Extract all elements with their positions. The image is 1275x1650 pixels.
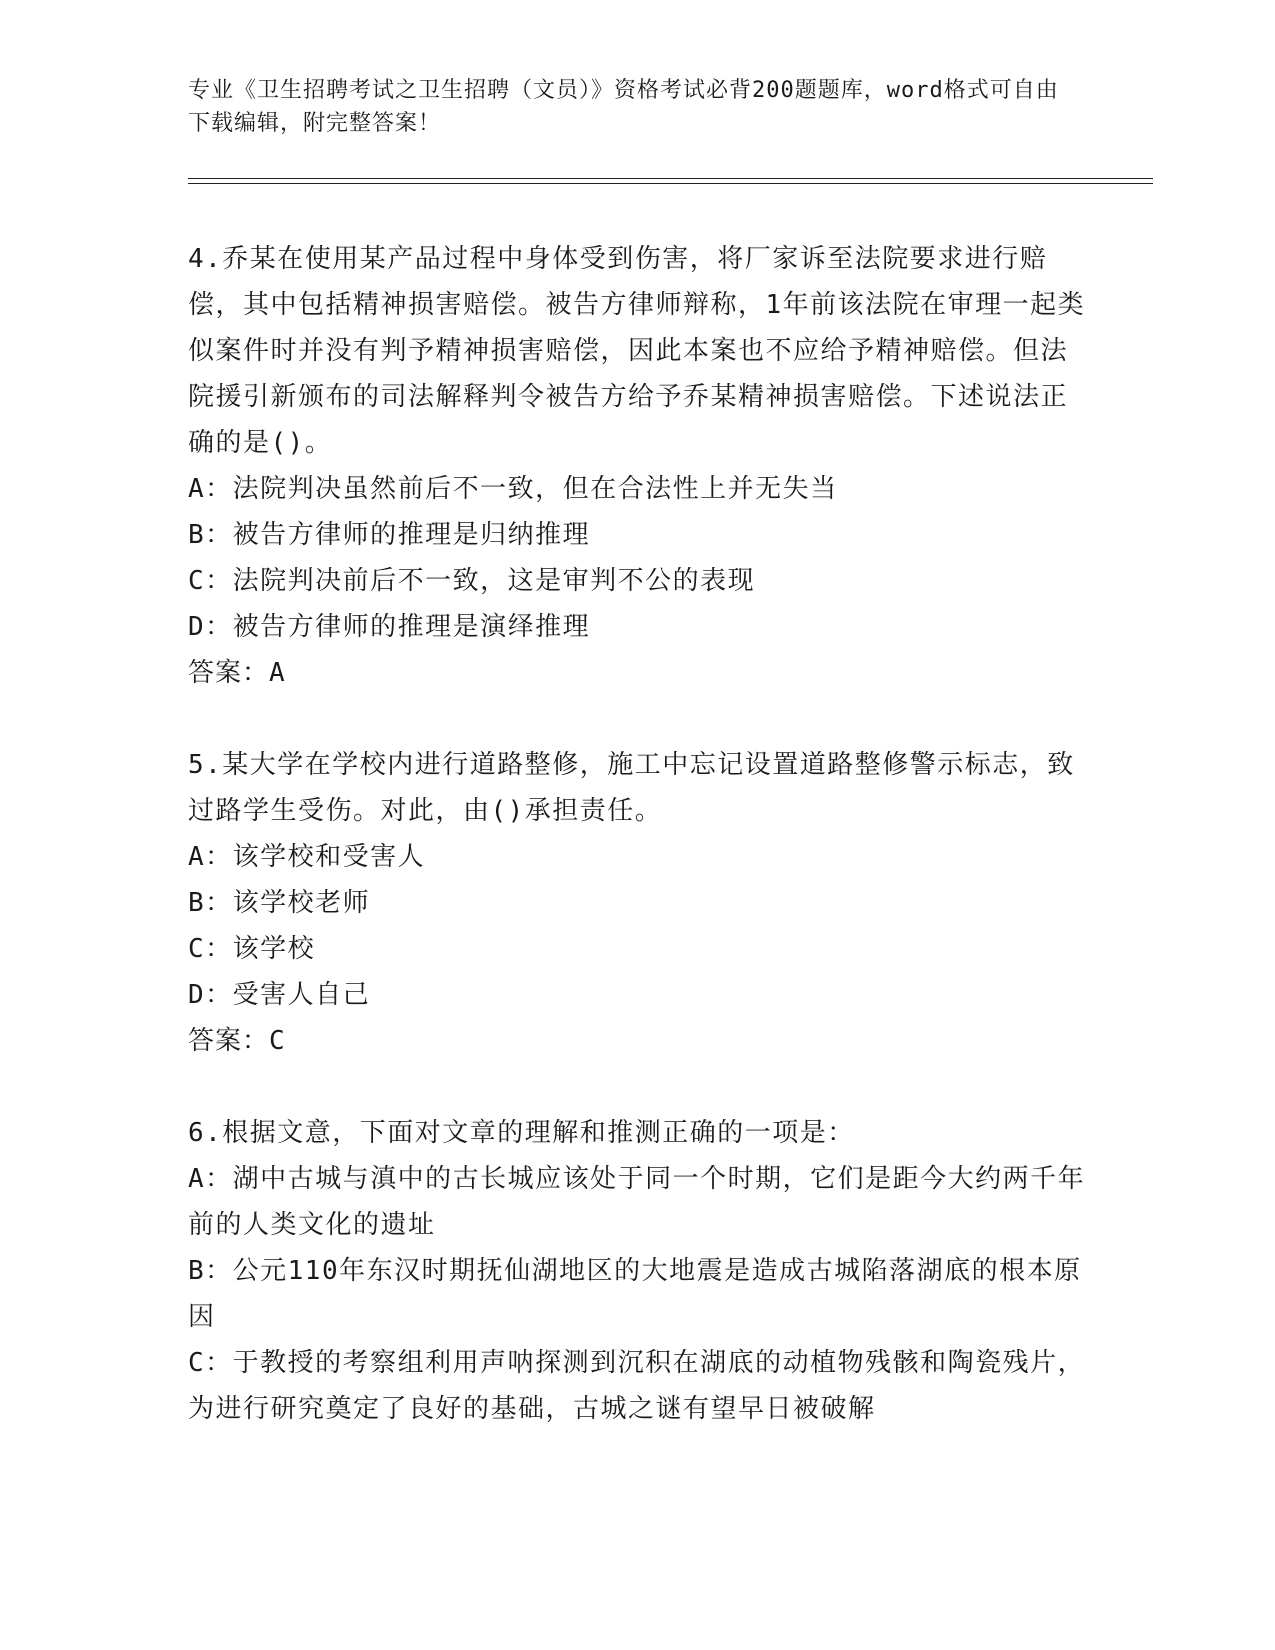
question-text: 6.根据文意，下面对文章的理解和推测正确的一项是： <box>188 1118 855 1148</box>
answer-value: A <box>269 658 286 688</box>
question-text: 4.乔某在使用某产品过程中身体受到伤害，将厂家诉至法院要求进行赔偿，其中包括精神损害赔偿。被告方律师辩称，1年前该法院在审理一起类似案件时并没有判予精神损害赔偿，因此本案也不应给予精神赔偿。但法院援引新颁布的司法解释判令被告方给予乔某精神损害赔偿。下述说法正确的是()。 <box>188 244 1086 458</box>
answer-line <box>188 650 1088 696</box>
option-b: B：该学校老师 <box>188 888 371 918</box>
option-a: A：法院判决虽然前后不一致，但在合法性上并无失当 <box>188 474 838 504</box>
header-rule-bottom <box>188 183 1153 184</box>
option-a: A：该学校和受害人 <box>188 842 426 872</box>
option-d: D：被告方律师的推理是演绎推理 <box>188 612 591 642</box>
question-item <box>188 236 1088 696</box>
answer-label: 答案： <box>188 1026 270 1056</box>
option-d: D：受害人自己 <box>188 980 371 1010</box>
question-item <box>188 1110 1088 1432</box>
option-b: B：公元110年东汉时期抚仙湖地区的大地震是造成古城陷落湖底的根本原因 <box>188 1256 1082 1332</box>
answer-label: 答案： <box>188 658 270 688</box>
option-c: C：于教授的考察组利用声呐探测到沉积在湖底的动植物残骸和陶瓷残片，为进行研究奠定了良好的基础，古城之谜有望早日被破解 <box>188 1348 1086 1424</box>
option-c: C：该学校 <box>188 934 316 964</box>
answer-value: C <box>269 1026 286 1056</box>
question-item <box>188 742 1088 1064</box>
option-b: B：被告方律师的推理是归纳推理 <box>188 520 591 550</box>
option-a: A：湖中古城与滇中的古长城应该处于同一个时期，它们是距今大约两千年前的人类文化的遗址 <box>188 1164 1086 1240</box>
header-rule-top <box>188 178 1153 179</box>
option-c: C：法院判决前后不一致，这是审判不公的表现 <box>188 566 756 596</box>
document-header: 专业《卫生招聘考试之卫生招聘（文员）》资格考试必背200题题库，word格式可自由下载编辑，附完整答案！ <box>188 78 1059 136</box>
question-text: 5.某大学在学校内进行道路整修，施工中忘记设置道路整修警示标志，致过路学生受伤。对此，由()承担责任。 <box>188 750 1075 826</box>
question-list <box>188 236 1088 1478</box>
answer-line <box>188 1018 1088 1064</box>
